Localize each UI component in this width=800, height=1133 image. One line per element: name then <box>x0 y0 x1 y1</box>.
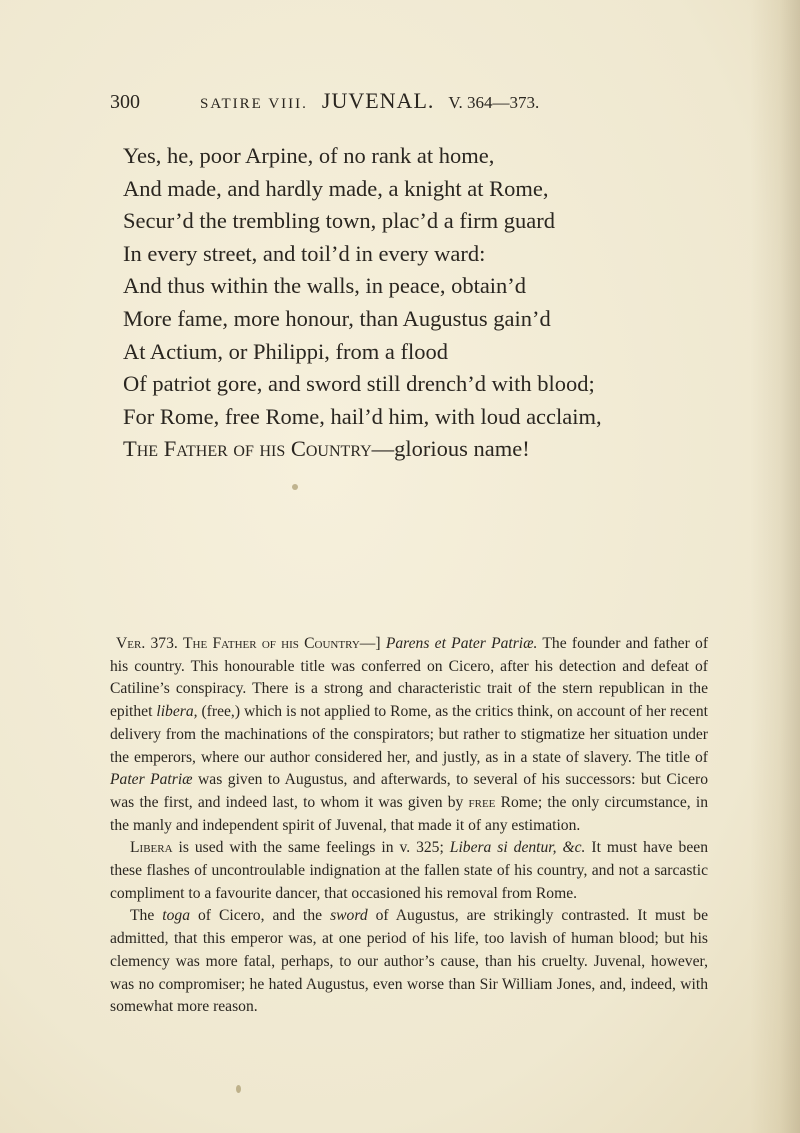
note-paragraph: Libera is used with the same feelings in v. 325; Libera si dentur, &c. It must have been these flashes of uncontroulable indignation at the fallen state of his country, and not a sarcastic compliment to a favourite dancer, that occasioned his removal from Rome. <box>110 839 708 902</box>
poem-line: And thus within the walls, in peace, obtain’d <box>123 273 527 299</box>
poem-line: Secur’d the trembling town, plac’d a firm guard <box>123 208 555 234</box>
ink-blot <box>292 484 298 490</box>
poem-block <box>123 140 713 466</box>
verse-range: V. 364—373. <box>448 93 540 112</box>
verse-ref-label: Ver. 373. <box>116 635 178 652</box>
note-paragraph: Ver. 373. The Father of his Country—] Parens et Pater Patriæ. The founder and father of his country. This honourable title was conferred on Cicero, after his detection and defeat of Catiline’s conspiracy. There is a strong and characteristic trait of the stern republican in the epithet libera, (free,) which is not applied to Rome, as the critics think, on account of her recent delivery from the machinations of the conspirators; but rather to stigmatize her situation under the emperors, where our author considered her, and justly, as in a state of slavery. The title of Pater Patriæ was given to Augustus, and afterwards, to several of his successors: but Cicero was the first, and indeed last, to whom it was given by free Rome; the only circumstance, in the manly and independent spirit of Juvenal, that made it of any estimation. <box>110 635 709 834</box>
poem-line: In every street, and toil’d in every ward: <box>123 240 486 266</box>
poem-line: Yes, he, poor Arpine, of no rank at home, <box>123 143 495 168</box>
commentary-notes <box>110 633 708 1019</box>
lemma: The Father of his Country <box>183 635 360 652</box>
running-header <box>110 88 700 114</box>
ink-blot <box>236 1085 241 1093</box>
poem-smallcaps-title: The Father of his Country <box>123 436 372 462</box>
poem-line: Of patriot gore, and sword still drench’d with blood; <box>123 371 595 397</box>
satire-number: SATIRE VIII. <box>200 96 308 112</box>
poem-line: And made, and hardly made, a knight at Rome, <box>123 175 549 201</box>
author-name: JUVENAL. <box>321 88 435 113</box>
page-number: 300 <box>110 91 140 113</box>
poem-line <box>123 433 713 466</box>
poem-line: More fame, more honour, than Augustus gain’d <box>123 305 551 331</box>
latin-phrase: Parens et Pater Patriæ. <box>385 635 538 652</box>
note-paragraph: The toga of Cicero, and the sword of Augustus, are strikingly contrasted. It must be admitted, that this emperor was, at one period of his life, too lavish of human blood; but his clemency was more fatal, perhaps, to our author’s cause, than his cruelty. Juvenal, however, was no compromiser; he hated Augustus, even worse than Sir William Jones, and, indeed, with somewhat more reason. <box>110 907 708 1016</box>
poem-line: At Actium, or Philippi, from a flood <box>123 338 448 364</box>
poem-line-ending: —glorious name! <box>371 436 530 462</box>
page-edge-shadow <box>750 0 800 1133</box>
poem-line: For Rome, free Rome, hail’d him, with loud acclaim, <box>123 403 602 429</box>
